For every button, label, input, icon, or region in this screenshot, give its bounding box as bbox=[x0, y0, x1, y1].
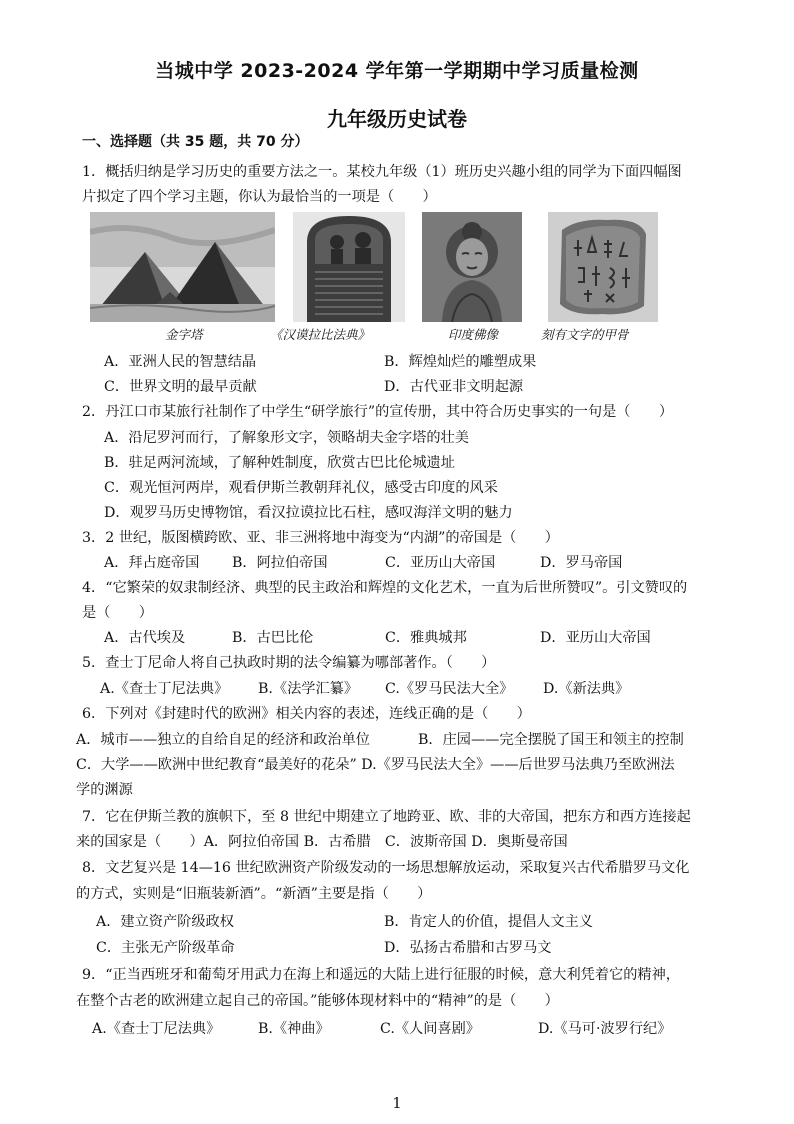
q4-option-c[interactable]: C．雅典城邦 bbox=[385, 630, 467, 646]
q1-option-d[interactable]: D．古代亚非文明起源 bbox=[384, 379, 524, 395]
q1-stem-line1: 1．概括归纳是学习历史的重要方法之一。某校九年级（1）班历史兴趣小组的同学为下面四幅图 bbox=[82, 164, 682, 180]
q8-stem-line1: 8．文艺复兴是 14—16 世纪欧洲资产阶级发动的一场思想解放运动，采取复兴古代希腊罗马文化 bbox=[82, 860, 690, 876]
q3-option-c[interactable]: C．亚历山大帝国 bbox=[385, 555, 496, 571]
q2-option-b[interactable]: B．驻足两河流域，了解种姓制度，欣赏古巴比伦城遗址 bbox=[104, 455, 455, 471]
q5-stem: 5．查士丁尼命人将自己执政时期的法令编纂为哪部著作。（ ） bbox=[82, 655, 496, 671]
q5-option-c[interactable]: C.《罗马民法大全》 bbox=[385, 681, 514, 697]
q4-stem-line2: 是（ ） bbox=[82, 605, 153, 621]
caption-oracle-bone: 刻有文字的甲骨 bbox=[541, 327, 629, 342]
q5-option-d[interactable]: D.《新法典》 bbox=[543, 681, 630, 697]
q9-stem-line1: 9．“正当西班牙和葡萄牙用武力在海上和遥远的大陆上进行征服的时候，意大利凭着它的精神， bbox=[82, 967, 680, 983]
q6-option-cd[interactable]: C．大学——欧洲中世纪教育“最美好的花朵” D.《罗马民法大全》——后世罗马法典乃至欧洲法 bbox=[76, 757, 675, 773]
q9-option-a[interactable]: A.《查士丁尼法典》 bbox=[92, 1021, 221, 1037]
q7-stem-line1: 7．它在伊斯兰教的旗帜下，至 8 世纪中期建立了地跨亚、欧、非的大帝国，把东方和西方连接起 bbox=[82, 809, 691, 825]
q1-option-b[interactable]: B．辉煌灿烂的雕塑成果 bbox=[384, 354, 537, 370]
q2-option-d[interactable]: D．观罗马历史博物馆，看汉拉谟拉比石柱，感叹海洋文明的魅力 bbox=[104, 505, 513, 521]
exam-subtitle: 九年级历史试卷 bbox=[327, 107, 467, 131]
q8-option-c[interactable]: C．主张无产阶级革命 bbox=[96, 940, 235, 956]
q6-option-a[interactable]: A．城市——独立的自给自足的经济和政治单位 bbox=[76, 732, 370, 748]
q1-option-a[interactable]: A．亚洲人民的智慧结晶 bbox=[104, 354, 257, 370]
q3-option-a[interactable]: A．拜占庭帝国 bbox=[104, 555, 200, 571]
q3-option-d[interactable]: D．罗马帝国 bbox=[540, 555, 623, 571]
q6-option-d-continued: 学的渊源 bbox=[76, 782, 133, 798]
q8-option-d[interactable]: D．弘扬古希腊和古罗马文 bbox=[384, 940, 552, 956]
pyramid-image bbox=[90, 212, 275, 322]
q8-option-b[interactable]: B．肯定人的价值，提倡人文主义 bbox=[384, 914, 594, 930]
q2-option-a[interactable]: A．沿尼罗河而行，了解象形文字，领略胡夫金字塔的壮美 bbox=[104, 430, 469, 446]
q9-stem-line2: 在整个古老的欧洲建立起自己的帝国。”能够体现材料中的“精神”的是（ ） bbox=[76, 993, 559, 1009]
q5-option-a[interactable]: A.《查士丁尼法典》 bbox=[100, 681, 229, 697]
q1-stem-line2: 片拟定了四个学习主题，你认为最恰当的一项是（ ） bbox=[82, 189, 437, 205]
caption-buddha: 印度佛像 bbox=[448, 327, 499, 342]
q8-stem-line2: 的方式，实则是“旧瓶装新酒”。“新酒”主要是指（ ） bbox=[76, 886, 432, 902]
q9-option-b[interactable]: B.《神曲》 bbox=[258, 1021, 330, 1037]
q4-option-a[interactable]: A．古代埃及 bbox=[104, 630, 186, 646]
q7-stem-line2: 来的国家是（ ）A．阿拉伯帝国 B．古希腊 C．波斯帝国 D．奥斯曼帝国 bbox=[76, 834, 568, 850]
q3-option-b[interactable]: B．阿拉伯帝国 bbox=[232, 555, 328, 571]
q1-option-c[interactable]: C．世界文明的最早贡献 bbox=[104, 379, 257, 395]
q5-option-b[interactable]: B.《法学汇纂》 bbox=[258, 681, 359, 697]
section-heading: 一、选择题（共 35 题，共 70 分） bbox=[82, 134, 309, 150]
q6-stem: 6．下列对《封建时代的欧洲》相关内容的表述，连线正确的是（ ） bbox=[82, 706, 531, 722]
q2-stem: 2．丹江口市某旅行社制作了中学生“研学旅行”的宣传册，其中符合历史事实的一句是（ ） bbox=[82, 404, 674, 420]
q6-option-b[interactable]: B．庄园——完全摆脱了国王和领主的控制 bbox=[418, 732, 684, 748]
page-number: 1 bbox=[392, 1094, 402, 1112]
oracle-bone-image bbox=[548, 212, 658, 322]
q4-stem-line1: 4．“它繁荣的奴隶制经济、典型的民主政治和辉煌的文化艺术，一直为后世所赞叹”。引文赞叹的 bbox=[82, 580, 688, 596]
buddha-statue-image bbox=[422, 212, 522, 322]
caption-hammurabi: 《汉谟拉比法典》 bbox=[270, 327, 371, 342]
q4-option-b[interactable]: B．古巴比伦 bbox=[232, 630, 314, 646]
q9-option-c[interactable]: C.《人间喜剧》 bbox=[380, 1021, 480, 1037]
q8-option-a[interactable]: A．建立资产阶级政权 bbox=[96, 914, 234, 930]
caption-pyramid: 金字塔 bbox=[165, 327, 203, 342]
q4-option-d[interactable]: D．亚历山大帝国 bbox=[540, 630, 651, 646]
hammurabi-stele-image bbox=[293, 212, 405, 322]
q3-stem: 3．2 世纪，版图横跨欧、亚、非三洲将地中海变为“内湖”的帝国是（ ） bbox=[82, 530, 559, 546]
exam-title: 当城中学 2023-2024 学年第一学期期中学习质量检测 bbox=[155, 60, 639, 82]
q2-option-c[interactable]: C．观光恒河两岸，观看伊斯兰教朝拜礼仪，感受古印度的风采 bbox=[104, 480, 498, 496]
q9-option-d[interactable]: D.《马可·波罗行纪》 bbox=[538, 1021, 672, 1037]
